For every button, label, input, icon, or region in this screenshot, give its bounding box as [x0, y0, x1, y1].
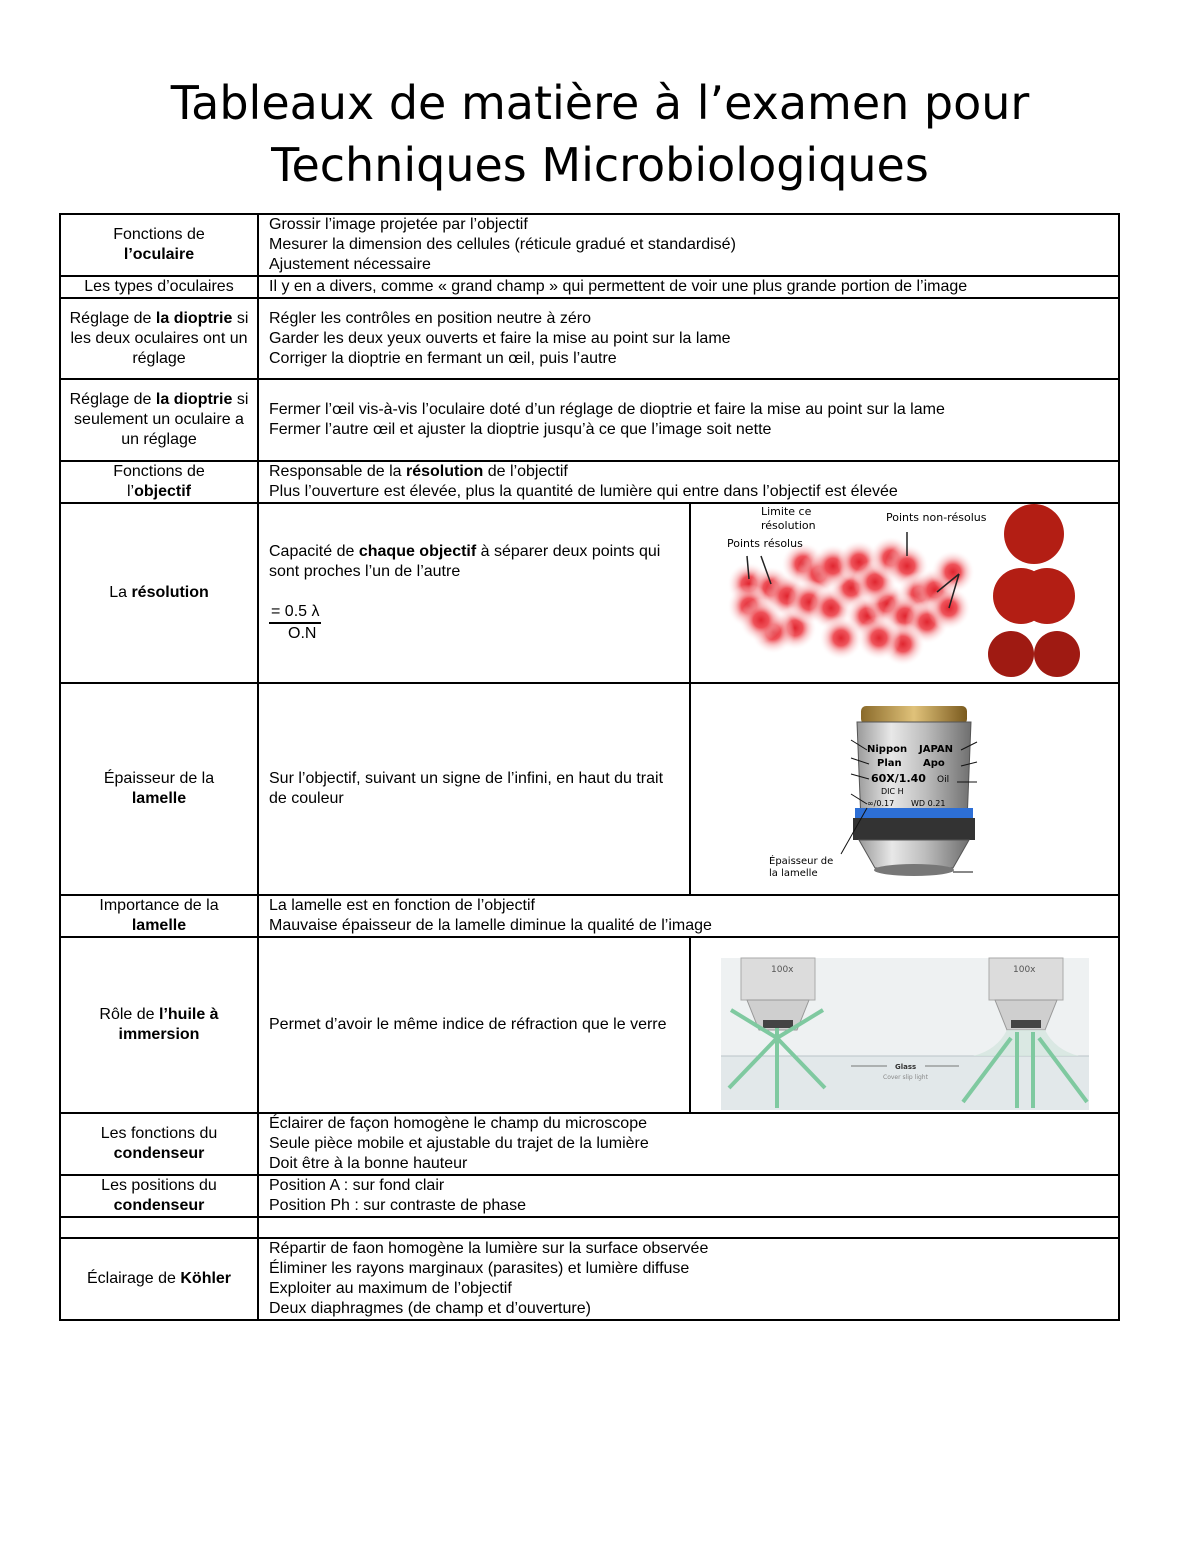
title-line-2: Techniques Microbiologiques [271, 138, 929, 192]
cover-label: Cover slip light [883, 1074, 928, 1081]
objective-right-lens [1011, 1020, 1041, 1028]
resolved-blob-right [1034, 631, 1080, 677]
row-dioptrie-deux [60, 298, 1119, 379]
row-label: Rôle de l’huile à immersion [60, 937, 258, 1113]
objective-drawing [691, 684, 1119, 894]
magnification: 60X/1.40 [871, 772, 926, 785]
airy-dot [739, 598, 783, 642]
row-oculaire [60, 214, 1119, 276]
row-label: Éclairage de Köhler [60, 1238, 258, 1320]
row-label: Réglage de la dioptrie si seulement un oculaire a un réglage [60, 379, 258, 461]
row-content: Régler les contrôles en position neutre à zéro Garder les deux yeux ouverts et faire la mise au point sur la lame Corriger la dioptrie en fermant un œil, puis l’autre [258, 298, 1119, 379]
airy-dot [857, 616, 901, 660]
plan: Plan [877, 758, 902, 769]
lens-tip [874, 864, 954, 876]
row-epaisseur [60, 683, 1119, 895]
row-condenseur-fonctions [60, 1113, 1119, 1175]
row-importance [60, 895, 1119, 937]
row-label: Réglage de la dioptrie si les deux oculaires ont un réglage [60, 298, 258, 379]
resolution-formula: $\frac{= 0.5 \lambda}{O.N}$ [271, 603, 320, 642]
infinity-cover: ∞/0.17 [867, 799, 895, 808]
label-limit-1: Limite ce [761, 505, 812, 518]
row-label: Épaisseur de la lamelle [60, 683, 258, 895]
row-content: Responsable de la résolution de l’objectif Plus l’ouverture est élevée, plus la quantité de lumière qui entre dans l’objectif est élevée [258, 461, 1119, 503]
resolution-figure [690, 503, 1119, 683]
row-content: La lamelle est en fonction de l’objectif Mauvaise épaisseur de la lamelle diminue la qualité de l’image [258, 895, 1119, 937]
label-epaisseur-2: la lamelle [769, 868, 818, 879]
row-dioptrie-un [60, 379, 1119, 461]
row-label: Les types d’oculaires [60, 276, 258, 298]
blue-ring [855, 808, 973, 818]
row-types [60, 276, 1119, 298]
mag-left: 100x [771, 965, 794, 975]
row-huile [60, 937, 1119, 1113]
row-content: Sur l’objectif, suivant un signe de l’infini, en haut du trait de couleur [258, 683, 690, 895]
immersion-figure [690, 937, 1119, 1113]
row-empty [60, 1217, 1119, 1238]
row-label: Fonctions de l’oculaire [60, 214, 258, 276]
airy-dot [819, 616, 863, 660]
row-content: Fermer l’œil vis-à-vis l’oculaire doté d’un réglage de dioptrie et faire la mise au point sur la lame Fermer l’autre œil et ajuster la dioptrie jusqu’à ce que l’image soit nette [258, 379, 1119, 461]
resolved-blob-left [988, 631, 1034, 677]
working-distance: WD 0.21 [911, 799, 946, 808]
brand: Nippon [867, 744, 908, 755]
row-label: Importance de la lamelle [60, 895, 258, 937]
row-content [258, 503, 690, 683]
page-title [0, 72, 1200, 196]
row-label: Les positions du condenseur [60, 1175, 258, 1217]
knurled-ring [853, 818, 975, 840]
row-condenseur-positions [60, 1175, 1119, 1217]
mag-right: 100x [1013, 965, 1036, 975]
immersion-diagram [691, 938, 1119, 1112]
blob-right [1019, 568, 1075, 624]
row-content: Grossir l’image projetée par l’objectif Mesurer la dimension des cellules (réticule gradué et standardisé) Ajustement nécessaire [258, 214, 1119, 276]
airy-dot [931, 550, 975, 594]
oil: Oil [937, 775, 950, 785]
dic: DIC H [881, 787, 904, 796]
row-resolution [60, 503, 1119, 683]
row-label: La résolution [60, 503, 258, 683]
exam-table [59, 213, 1120, 1321]
gold-ring [861, 706, 967, 724]
label-resolved: Points résolus [727, 537, 803, 550]
title-line-1: Tableaux de matière à l’examen pour [170, 76, 1030, 130]
resolution-diagram [691, 504, 1119, 682]
objective-figure [690, 683, 1119, 895]
row-content: Permet d’avoir le même indice de réfraction que le verre [258, 937, 690, 1113]
nose [859, 840, 969, 868]
row-objectif [60, 461, 1119, 503]
label-unresolved: Points non-résolus [886, 511, 987, 524]
row-label: Les fonctions du condenseur [60, 1113, 258, 1175]
glass-label: Glass [895, 1063, 917, 1071]
row-label: Fonctions de l’objectif [60, 461, 258, 503]
label-limit-2: résolution [761, 519, 816, 532]
row-content: Répartir de faon homogène la lumière sur la surface observée Éliminer les rayons marginaux (parasites) et lumière diffuse Exploiter au maximum de l’objectif Deux diaphragmes (de champ et d’ouverture) [258, 1238, 1119, 1320]
row-kohler [60, 1238, 1119, 1320]
row-label [60, 1217, 258, 1238]
apo: Apo [923, 758, 945, 769]
objective-left-lens [763, 1020, 793, 1028]
row-content: Il y en a divers, comme « grand champ » qui permettent de voir une plus grande portion de l’image [258, 276, 1119, 298]
row-content: Position A : sur fond clair Position Ph : sur contraste de phase [258, 1175, 1119, 1217]
label-epaisseur-1: Épaisseur de [769, 856, 834, 867]
resolution-text: Capacité de chaque objectif à séparer deux points qui sont proches l’un de l’autre [269, 543, 661, 580]
row-content: Éclairer de façon homogène le champ du microscope Seule pièce mobile et ajustable du trajet de la lumière Doit être à la bonne hauteur [258, 1113, 1119, 1175]
row-content [258, 1217, 1119, 1238]
country: JAPAN [919, 744, 953, 755]
airy-dots [727, 536, 975, 666]
unresolved-blob [1004, 504, 1064, 564]
